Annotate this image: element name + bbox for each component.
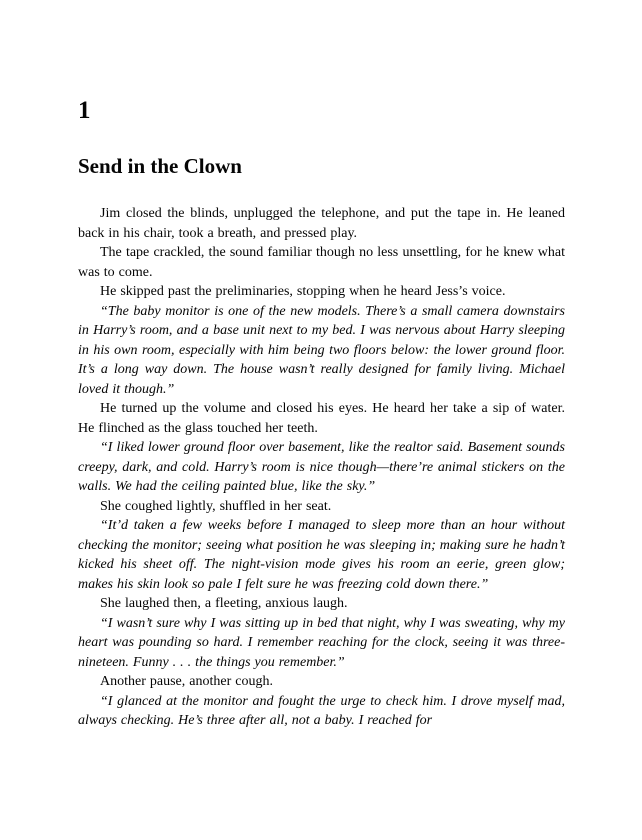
paragraph: “I glanced at the monitor and fought the urge to check him. I drove myself mad, always checking. He’s three after all, not a baby. I reached for [78,693,565,728]
paragraph: He skipped past the preliminaries, stopping when he heard Jess’s voice. [100,284,506,299]
paragraph: “The baby monitor is one of the new models. There’s a small camera downstairs in Harry’s room, and a base unit next to my bed. I was nervous about Harry sleeping in his own room, especially with him being two floors below: the lower ground floor. It’s a long way down. The house wasn’t really designed for family living. Michael loved it though.” [78,303,565,397]
paragraph: Jim closed the blinds, unplugged the telephone, and put the tape in. He leaned back in his chair, took a breath, and pressed play. [78,206,565,241]
paragraph: She coughed lightly, shuffled in her seat. [100,498,332,514]
page-content [78,96,565,731]
paragraph: The tape crackled, the sound familiar though no less unsettling, for he knew what was to come. [78,245,565,280]
paragraph: “It’d taken a few weeks before I managed to sleep more than an hour without checking the monitor; seeing what position he was sleeping in; making sure he hadn’t kicked his sheet off. The night-vision mode gives his room an eerie, green glow; makes his skin look so pale I felt sure he was freezing cold down there.” [78,518,565,592]
paragraph: She laughed then, a fleeting, anxious laugh. [100,596,348,611]
paragraph: He turned up the volume and closed his eyes. He heard her take a sip of water. He flinched as the glass touched her teeth. [78,401,565,436]
chapter-title: Send in the Clown [78,154,242,178]
paragraphs [78,204,565,731]
chapter-number: 1 [78,97,91,124]
paragraph: Another pause, another cough. [100,674,273,689]
paragraph: “I liked lower ground floor over basement, like the realtor said. Basement sounds creepy, dark, and cold. Harry’s room is nice though—there’re animal stickers on the walls. We had the ceiling painted blue, like the sky.” [78,440,565,494]
paragraph: “I wasn’t sure why I was sitting up in bed that night, why I was sweating, why my heart was pounding so hard. I remember reaching for the clock, seeing it was three-nineteen. Funny . . . the things you remember.” [78,615,565,670]
